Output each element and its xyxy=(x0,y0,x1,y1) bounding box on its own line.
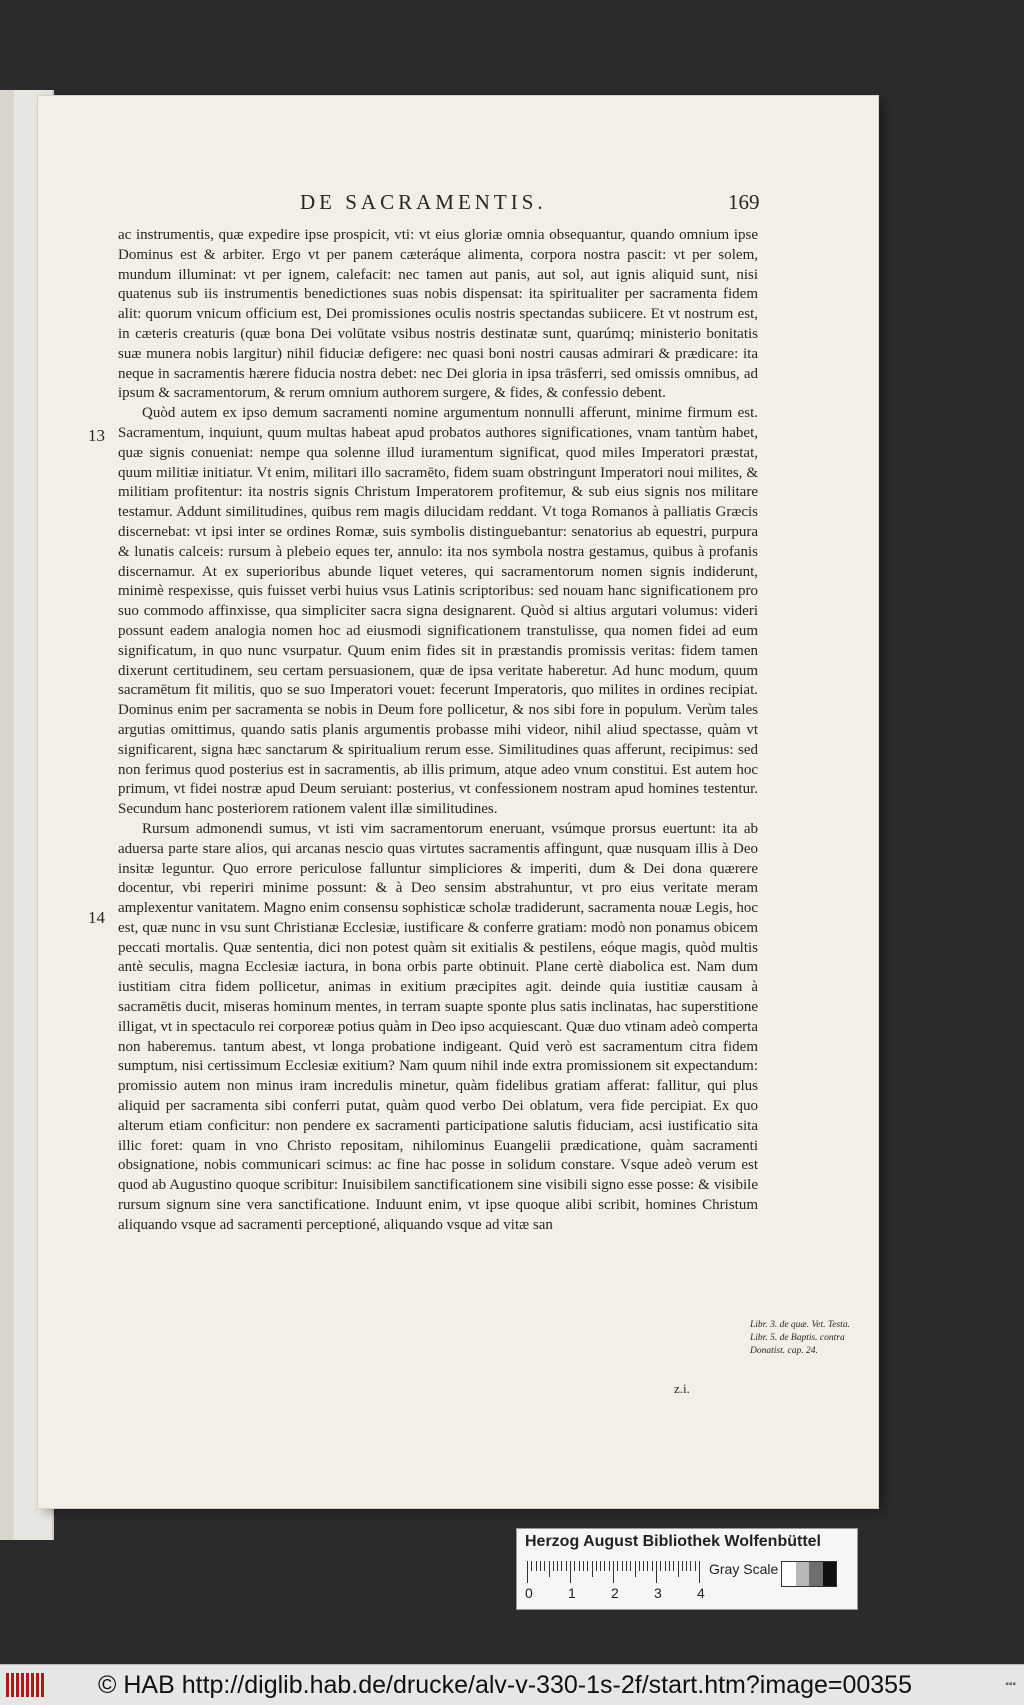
ruler-tick xyxy=(630,1561,631,1571)
ruler-tick xyxy=(570,1561,571,1583)
ruler-tick xyxy=(527,1561,528,1583)
marginal-note: Libr. 3. de quæ. Vet. Testa. Libr. 5. de Baptis. contra Donatist. cap. 24. xyxy=(750,1320,850,1356)
gray-patch xyxy=(809,1562,823,1586)
running-head xyxy=(38,190,878,220)
logo-bar xyxy=(16,1673,19,1697)
ruler-number: 4 xyxy=(697,1585,705,1601)
logo-bar xyxy=(11,1673,14,1697)
ruler-tick xyxy=(544,1561,545,1571)
gray-patch xyxy=(796,1562,810,1586)
ruler-tick xyxy=(665,1561,666,1571)
ruler-tick xyxy=(596,1561,597,1571)
logo-bar xyxy=(6,1673,9,1697)
ruler-tick xyxy=(643,1561,644,1571)
ruler-number: 2 xyxy=(611,1585,619,1601)
book-page xyxy=(38,96,878,1508)
logo-bar xyxy=(26,1673,29,1697)
ruler-tick xyxy=(549,1561,550,1577)
paragraph-2: Quòd autem ex ipso demum sacramenti nomine argumentum nonnulli afferunt, minime firmum est. Sacramentum, inquiunt, quum multas habeat apud probatos authores significationes, vnam tantùm habet, quæ signis conueniat: nempe qua solenne illud iuramentum significat, quod miles Imperatori præstat, quum militiæ initiatur. Vt enim, militari illo sacramēto, fidem suam obstringunt Imperatori noui milites, & militiam profitentur: ita nostris signis Christum Imperatorem profitemur, & sub eius signis nos militare testamur. Addunt similitudines, quibus rem magis dilucidam reddant. Vt toga Romanos à palliatis Græcis discernebat: vt ipsi inter se ordines Romæ, suis symbolis distinguebantur: senatorius ab equestri, purpura & lunatis calceis: rursum à plebeio eques ter, annulo: ita nos symbola nostra gestamus, quibus à profanis discernamur. At ex superioribus abunde liquet veteres, qui sacramentorum nomen signis indiderunt, minimè respexisse, quis fuisset verbi huius vsus Latinis scriptoribus: sed nouam hanc significationem pro suo commodo affinxisse, qua simpliciter sacra signa designarent. Quòd si altius argutari volumus: videri possunt eadem analogia nomen hoc ad eiusmodi significationem transtulisse, qua nomen fidei ad eum significatum, in quo nunc vsurpatur. Quum enim fides sit in præstandis promissis veritas: fidem tamen dixerunt certitudinem, seu certam persuasionem, quæ de ipsa veritate haberetur. Ad hunc modum, quum sacramētum fit militis, quo se suo Imperatori vouet: fecerunt Imperatoris, quo milites in ordines recipiat. Dominus enim per sacramenta se nobis in Deum fore pollicetur, & nos sibi fore in populum. Verùm tales argutias omittimus, quando satis planis argumentis probasse mihi videor, nihil aliud spectasse, quàm vt significarent, signa hæc sanctarum & spiritualium rerum esse. Similitudines quas afferunt, recipimus: sed non ferimus quod posterius est in sacramentis, ab illis primum, atque adeo vnum constitui. Est autem hoc primum, vt fidei nostræ apud Deum seruiant: posterius, vt confessionem nostram apud homines testentur. Secundum hanc posteriorem rationem valent illæ similitudines. xyxy=(118,405,758,818)
ruler-tick xyxy=(673,1561,674,1571)
ruler-tick xyxy=(536,1561,537,1571)
ruler-tick xyxy=(574,1561,575,1571)
logo-bar xyxy=(36,1673,39,1697)
footer-bar xyxy=(0,1664,1024,1705)
ruler-tick xyxy=(682,1561,683,1571)
ruler-tick xyxy=(604,1561,605,1571)
ruler-tick xyxy=(635,1561,636,1577)
ruler-tick xyxy=(690,1561,691,1571)
ruler-tick xyxy=(699,1561,700,1583)
hab-logo-icon xyxy=(6,1671,46,1699)
page-number: 169 xyxy=(728,190,760,214)
ruler-tick xyxy=(561,1561,562,1571)
ruler-tick xyxy=(626,1561,627,1571)
ruler-tick xyxy=(609,1561,610,1571)
ruler-tick xyxy=(652,1561,653,1571)
ruler-tick xyxy=(579,1561,580,1571)
ruler-tick xyxy=(647,1561,648,1571)
ruler-tick xyxy=(557,1561,558,1571)
ruler-tick xyxy=(553,1561,554,1571)
library-name: Herzog August Bibliothek Wolfenbüttel xyxy=(525,1533,821,1550)
ruler-tick xyxy=(622,1561,623,1571)
ruler-tick xyxy=(695,1561,696,1571)
running-head-title: DE SACRAMENTIS. xyxy=(300,190,547,214)
gray-patch xyxy=(782,1562,796,1586)
ruler-tick xyxy=(686,1561,687,1571)
body-text xyxy=(118,226,758,1236)
ruler xyxy=(527,1561,709,1583)
ruler-tick xyxy=(639,1561,640,1571)
ruler-tick xyxy=(531,1561,532,1571)
footer-dots: ▪▪▪ xyxy=(1005,1679,1016,1690)
footer-copyright-url[interactable]: © HAB http://diglib.hab.de/drucke/alv-v-330-1s-2f/start.htm?image=00355 xyxy=(98,1671,912,1699)
color-calibration-card xyxy=(516,1528,858,1610)
section-number-14: 14 xyxy=(88,908,105,927)
ruler-tick xyxy=(540,1561,541,1571)
logo-bar xyxy=(31,1673,34,1697)
ruler-tick xyxy=(660,1561,661,1571)
ruler-tick xyxy=(583,1561,584,1571)
ruler-number: 0 xyxy=(525,1585,533,1601)
ruler-tick xyxy=(669,1561,670,1571)
ruler-tick xyxy=(587,1561,588,1571)
gray-patch xyxy=(823,1562,837,1586)
ruler-tick xyxy=(613,1561,614,1583)
section-number-13: 13 xyxy=(88,426,105,445)
paragraph-1: ac instrumentis, quæ expedire ipse prospicit, vti: vt eius gloriæ omnia obsequantur, quando omnium ipse Dominus est & arbiter. Ergo vt per panem cæteráque alimenta, corpora nostra pascit: vt per solem, mundum illuminat: vt per ignem, calefacit: nec tamen aut panis, aut sol, aut ignis aliquid sunt, nisi quatenus sub iis instrumentis benedictiones suas nobis dispensat: ita spiritualiter per sacramenta fidem alit: quorum vnicum officium est, Dei promissiones oculis nostris spectandas subiicere. Et vt nostrum est, in cæteris creaturis (quæ bona Dei volūtate vsibus nostris destinatæ sunt, quarúmq; ministerio bonitatis suæ munera nobis largitur) nihil fiduciæ defigere: nec quasi boni nostri causas admirari & prædicare: ita neque in sacramentis hærere fiducia nostra debet: nec Dei gloria in ipsa trāsferri, sed omissis omnibus, ad ipsum & sacramentorum, & rerum omnium authorem surgere, & fides, & confessio debent. xyxy=(118,227,758,402)
ruler-tick xyxy=(617,1561,618,1571)
ruler-number: 1 xyxy=(568,1585,576,1601)
signature-mark: z.i. xyxy=(674,1381,690,1396)
logo-bar xyxy=(41,1673,44,1697)
gray-scale-swatch xyxy=(781,1561,837,1587)
ruler-tick xyxy=(678,1561,679,1577)
ruler-tick xyxy=(566,1561,567,1571)
gray-scale-label: Gray Scale xyxy=(709,1561,779,1577)
logo-bar xyxy=(21,1673,24,1697)
paragraph-3: Rursum admonendi sumus, vt isti vim sacramentorum eneruant, vsúmque prorsus euertunt: ita ab aduersa parte stare alios, qui arcanas nescio quas virtutes sacramentis affingunt, quæ nusquam illis à Deo insitæ leguntur. Quo errore periculose falluntur simpliciores & imperiti, dum & Dei dona quærere docentur, vbi reperiri minime possunt: & à Deo sensim abstrahuntur, vt pro eius veritate meram amplexentur vanitatem. Magno enim consensu sophisticæ scholæ tradiderunt, sacramenta nouæ Legis, hoc est, quæ nunc in vsu sunt Christianæ Ecclesiæ, iustificare & conferre gratiam: modò non ponamus obicem peccati mortalis. Quæ sententia, dici non potest quàm sit exitialis & pestilens, eóque magis, quòd multis antè seculis, magna Ecclesiæ iactura, in bona orbis parte obtinuit. Plane certè diabolica est. Nam dum iustitiam citra fidem pollicetur, animas in exitium præcipites agit. deinde quia iustitiæ causam à sacramētis ducit, miseras hominum mentes, in terram suapte sponte plus satis inclinatas, hac superstitione illigat, vt in spectaculo rei corporeæ potius quàm in Deo ipso acquiescant. Quæ duo vtinam adeò comperta non haberemus. tantum abest, vt longa probatione indigeant. Quid verò est sacramentum citra fidem sumptum, nisi certissimum Ecclesiæ exitium? Nam quum nihil inde extra promissionem sit expectandum: promissio autem non minus iram incredulis minetur, quàm fidelibus gratiam afferat: fallitur, qui plus aliquid per sacramenta sibi conferri putat, quàm quod verbo Dei oblatum, vera fide percipiat. Ex quo alterum etiam conficitur: non pendere ex sacramenti participatione salutis fiduciam, acsi iustificatio sita illic foret: quam in vno Christo repositam, nihilominus Euangelii prædicatione, quàm sacramenti obsignatione, nobis communicari scimus: ac fine hac posse in solidum constare. Vsque adeò verum est quod ab Augustino quoque scribitur: Inuisibilem sanctificationem sine visibili signo esse posse: & visibile rursum signum sine vera sanctificatione. Induunt enim, vt ipse quoque alibi scribit, homines Christum aliquando vsque ad sacramenti perceptioné, aliquando vsque ad vitæ san xyxy=(118,820,758,1233)
ruler-tick xyxy=(656,1561,657,1583)
ruler-tick xyxy=(600,1561,601,1571)
ruler-tick xyxy=(592,1561,593,1577)
ruler-number: 3 xyxy=(654,1585,662,1601)
